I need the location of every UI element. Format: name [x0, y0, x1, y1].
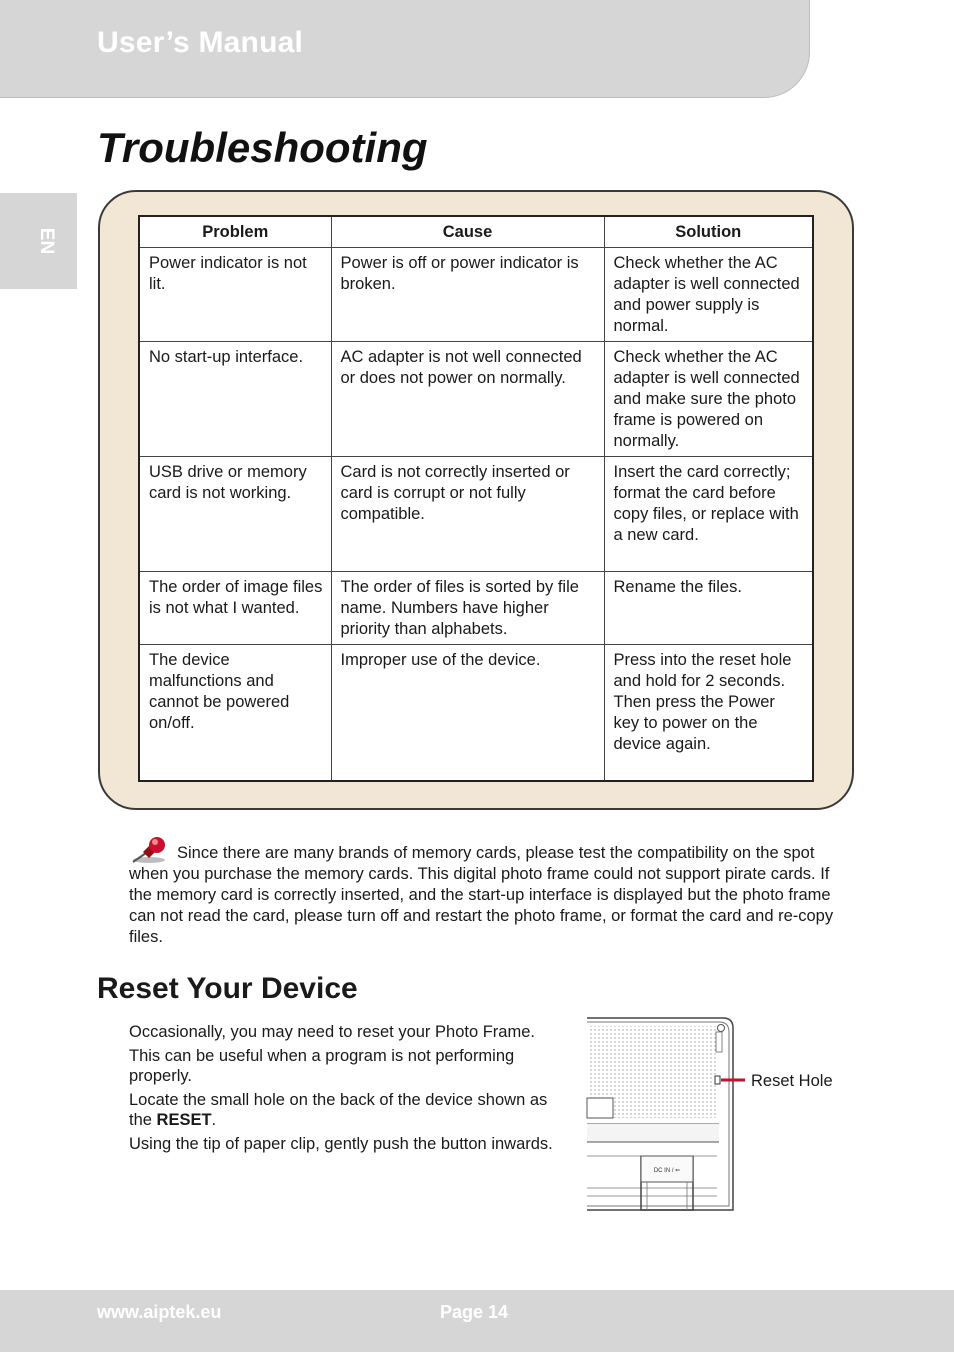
- solution-cell: Insert the card correctly; format the card before copy files, or replace with a new card.: [604, 457, 813, 572]
- cause-cell: Card is not correctly inserted or card is corrupt or not fully compatible.: [331, 457, 604, 572]
- solution-cell: Press into the reset hole and hold for 2 seconds. Then press the Power key to power on the device again.: [604, 645, 813, 781]
- reset-paragraph: Occasionally, you may need to reset your Photo Frame.: [129, 1023, 535, 1041]
- section-title: Reset Your Device: [97, 972, 358, 1005]
- reset-text-prefix: Locate the small hole on the back of the device shown as the: [129, 1091, 548, 1129]
- problem-cell: USB drive or memory card is not working.: [139, 457, 331, 572]
- header-title: User’s Manual: [97, 26, 304, 59]
- device-back-illustration: [585, 1016, 745, 1214]
- troubleshooting-table: [138, 215, 814, 782]
- table-row: [139, 572, 813, 645]
- solution-cell: Rename the files.: [604, 572, 813, 645]
- language-label: EN: [36, 227, 57, 255]
- cause-cell: AC adapter is not well connected or does not power on normally.: [331, 342, 604, 457]
- note-text: Since there are many brands of memory cards, please test the compatibility on the spot when you purchase the memory cards. This digital photo frame could not support pirate cards. If the memory card is correctly inserted, and the start-up interface is displayed but the photo frame can not read the card, please turn off and restart the photo frame, or format the card and re-copy files.: [129, 844, 834, 946]
- column-header: Problem: [139, 216, 331, 248]
- solution-cell: Check whether the AC adapter is well connected and power supply is normal.: [604, 248, 813, 342]
- table-row: [139, 645, 813, 781]
- reset-text-suffix: .: [211, 1111, 217, 1129]
- cause-cell: Power is off or power indicator is broken.: [331, 248, 604, 342]
- cause-cell: The order of files is sorted by file name. Numbers have higher priority than alphabets.: [331, 572, 604, 645]
- page-number: Page 14: [440, 1302, 509, 1322]
- reset-hole-label: Reset Hole: [751, 1072, 833, 1090]
- problem-cell: The order of image files is not what I wanted.: [139, 572, 331, 645]
- port-label: DC IN / ⇐: [653, 1168, 681, 1174]
- page-title: Troubleshooting: [97, 124, 428, 171]
- solution-cell: Check whether the AC adapter is well connected and make sure the photo frame is powered on normally.: [604, 342, 813, 457]
- reset-instructions: [129, 1022, 569, 1158]
- table-header-row: [139, 216, 813, 248]
- table-row: [139, 248, 813, 342]
- problem-cell: No start-up interface.: [139, 342, 331, 457]
- table-row: [139, 457, 813, 572]
- reset-keyword: RESET: [156, 1111, 212, 1129]
- column-header: Solution: [604, 216, 813, 248]
- problem-cell: The device malfunctions and cannot be powered on/off.: [139, 645, 331, 781]
- note-paragraph: [129, 836, 845, 948]
- reset-paragraph: This can be useful when a program is not performing properly.: [129, 1047, 515, 1085]
- pushpin-icon: [129, 836, 171, 864]
- table-row: [139, 342, 813, 457]
- cause-cell: Improper use of the device.: [331, 645, 604, 781]
- footer-url-link[interactable]: www.aiptek.eu: [97, 1302, 222, 1322]
- column-header: Cause: [331, 216, 604, 248]
- problem-cell: Power indicator is not lit.: [139, 248, 331, 342]
- reset-paragraph: Using the tip of paper clip, gently push the button inwards.: [129, 1135, 553, 1153]
- reset-paragraph: [129, 1090, 569, 1130]
